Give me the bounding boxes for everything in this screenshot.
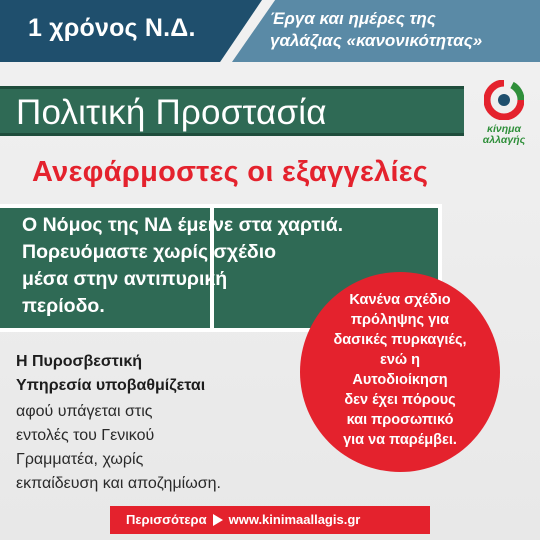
logo-text-line: αλλαγής	[482, 134, 526, 146]
red-circle-line: πρόληψης για	[350, 312, 450, 328]
header-title: 1 χρόνος Ν.Δ.	[28, 14, 196, 42]
body-bold-line: Υπηρεσία υποβαθμίζεται	[16, 377, 206, 394]
red-circle-line: δασικές πυρκαγιές,	[333, 332, 467, 348]
red-circle-line: Αυτοδιοίκηση	[352, 372, 448, 388]
body-regular-line: αφού υπάγεται στις	[16, 403, 153, 420]
body-regular-line: εκπαίδευση και αποζημίωση.	[16, 475, 221, 492]
body-bold-text	[16, 350, 296, 398]
kinima-allagis-logo-icon	[484, 80, 524, 120]
logo-text-line: κίνημα	[487, 123, 521, 135]
section-title-bar	[0, 86, 464, 136]
green-box-line: περίοδο.	[22, 295, 105, 317]
red-circle-text	[300, 290, 500, 450]
party-logo	[476, 80, 536, 150]
green-box-line: Ο Νόμος της ΝΔ έμεινε στα χαρτιά.	[22, 214, 344, 236]
header-subtitle	[270, 8, 482, 52]
green-box-line: μέσα στην αντιπυρική	[22, 268, 228, 290]
body-regular-line: Γραμματέα, χωρίς	[16, 451, 144, 468]
header-subtitle-line: γαλάζιας «κανονικότητας»	[270, 31, 483, 50]
body-bold-line: Η Πυροσβεστική	[16, 353, 143, 370]
body-regular-text	[16, 400, 306, 496]
play-icon	[213, 514, 223, 526]
red-circle-line: για να παρέμβει.	[343, 432, 457, 448]
headline: Ανεφάρμοστες οι εξαγγελίες	[32, 156, 429, 188]
red-circle-line: δεν έχει πόρους	[344, 392, 456, 408]
body-regular-line: εντολές του Γενικού	[16, 427, 155, 444]
red-circle-line: και προσωπικό	[346, 412, 454, 428]
footer-link[interactable]	[126, 512, 360, 527]
header-subtitle-line: Έργα και ημέρες της	[270, 9, 436, 28]
logo-text	[476, 124, 532, 146]
website-url[interactable]: www.kinimaallagis.gr	[228, 512, 361, 527]
section-title: Πολιτική Προστασία	[16, 93, 327, 132]
more-label[interactable]: Περισσότερα	[126, 512, 207, 527]
red-circle-line: ενώ η	[379, 352, 421, 368]
red-circle-line: Κανένα σχέδιο	[349, 292, 451, 308]
green-box-line: Πορευόμαστε χωρίς σχέδιο	[22, 241, 277, 263]
